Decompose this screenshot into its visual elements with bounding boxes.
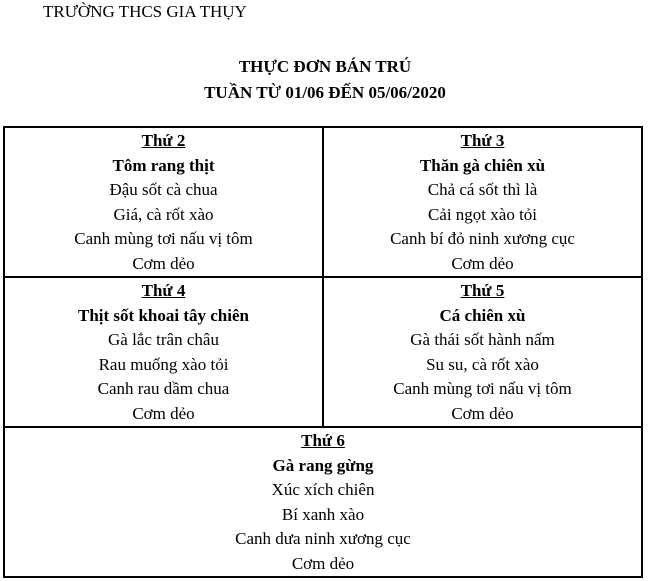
rice-dish: Cơm dẻo <box>451 253 514 273</box>
day-cell-thu2 <box>4 127 323 277</box>
soup-dish: Canh rau dầm chua <box>97 379 230 398</box>
side-dish: Chả cá sốt thì là <box>427 180 538 199</box>
rice-dish: Cơm dẻo <box>132 253 195 273</box>
day-cell-thu4 <box>4 277 323 427</box>
rice-dish: Cơm dẻo <box>291 553 355 573</box>
day-heading: Thứ 3 <box>460 131 505 150</box>
side-dish: Su su, cà rốt xào <box>426 354 539 374</box>
side-dish: Gà lắc trân châu <box>108 330 219 349</box>
side-dish: Gà thái sốt hành nấm <box>410 330 555 349</box>
soup-dish: Canh dưa ninh xương cục <box>235 529 411 548</box>
day-heading: Thứ 5 <box>460 281 505 300</box>
day-cell-thu6 <box>4 427 642 577</box>
table-row <box>4 277 642 427</box>
table-row <box>4 127 642 277</box>
side-dish: Cải ngọt xào tỏi <box>427 204 538 224</box>
day-heading: Thứ 4 <box>141 281 186 300</box>
side-dish: Xúc xích chiên <box>271 480 375 499</box>
rice-dish: Cơm dẻo <box>132 403 195 423</box>
side-dish: Đậu sốt cà chua <box>109 180 218 199</box>
main-dish: Thăn gà chiên xù <box>419 155 546 175</box>
soup-dish: Canh bí đỏ ninh xương cục <box>390 229 575 248</box>
menu-title: THỰC ĐƠN BÁN TRÚ <box>238 57 412 76</box>
soup-dish: Canh mùng tơi nấu vị tôm <box>74 229 253 248</box>
menu-table <box>3 126 643 578</box>
main-dish: Gà rang gừng <box>272 455 374 475</box>
school-name: TRƯỜNG THCS GIA THỤY <box>43 2 247 21</box>
rice-dish: Cơm dẻo <box>451 403 514 423</box>
side-dish: Rau muống xào tỏi <box>98 354 229 374</box>
day-heading: Thứ 6 <box>301 431 345 450</box>
day-heading: Thứ 2 <box>141 131 186 150</box>
day-cell-thu5 <box>323 277 642 427</box>
side-dish: Giá, cà rốt xào <box>113 204 214 224</box>
side-dish: Bí xanh xào <box>281 504 365 524</box>
main-dish: Tôm rang thịt <box>112 155 215 175</box>
week-range: TUẦN TỪ 01/06 ĐẾN 05/06/2020 <box>204 83 446 102</box>
table-row <box>4 427 642 577</box>
day-cell-thu3 <box>323 127 642 277</box>
soup-dish: Canh mùng tơi nấu vị tôm <box>393 379 572 398</box>
main-dish: Thịt sốt khoai tây chiên <box>78 305 249 325</box>
main-dish: Cá chiên xù <box>439 305 526 325</box>
